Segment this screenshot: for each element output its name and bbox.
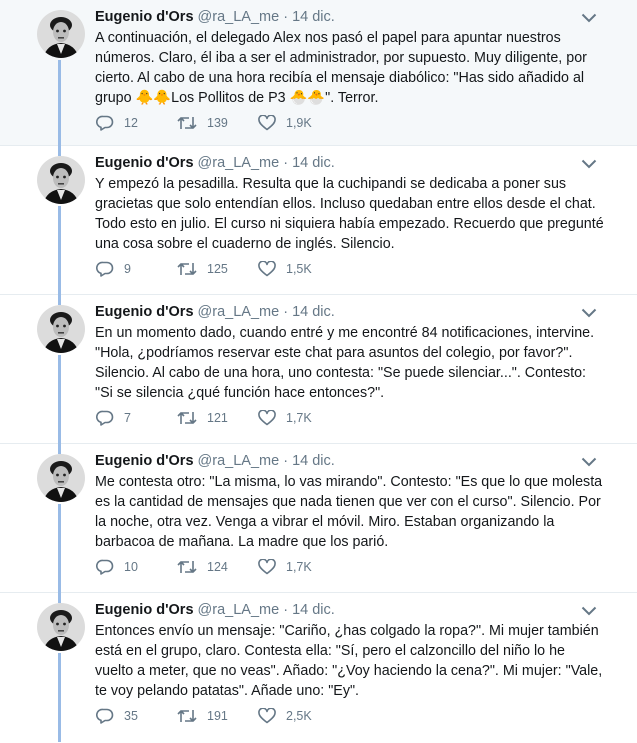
retweet-icon <box>177 261 197 277</box>
author-handle[interactable]: @ra_LA_me <box>197 9 280 25</box>
tweet[interactable] <box>0 593 637 742</box>
tweet[interactable] <box>0 0 637 146</box>
tweet-header <box>95 8 335 26</box>
reply-icon <box>96 261 114 277</box>
reply-button[interactable] <box>96 115 138 131</box>
tweet-header <box>95 601 335 619</box>
tweet-header <box>95 154 335 172</box>
reply-icon <box>96 559 114 575</box>
heart-icon <box>258 261 276 277</box>
like-count: 1,7K <box>286 411 312 425</box>
tweet-text: Entonces envío un mensaje: "Cariño, ¿has colgado la ropa?". Mi mujer también está en el grupo, claro. Contesta ella: "Sí, pero el calzoncillo del niño lo he vuelto a meter, que no veas". Añado: "¿Voy haciendo la cena?". Mi mujer: "Vale, te voy pelando patatas". Añade uno: "Ey". <box>95 623 603 699</box>
reply-count: 10 <box>124 560 138 574</box>
tweet-header <box>95 303 335 321</box>
reply-count: 7 <box>124 411 131 425</box>
tweet-actions <box>96 708 396 728</box>
thread-line <box>58 444 61 454</box>
tweet-text: Me contesta otro: "La misma, lo vas mirando". Contesto: "Es que lo que molesta es la cantidad de mensajes que nada tienen que ver con el curso". Silencio. Por la noche, otra vez. Venga a vibrar el móvil. Miro. Estaban organizando la barbacoa de mañana. La madre que los parió. <box>95 474 603 550</box>
retweet-button[interactable] <box>177 410 228 426</box>
reply-button[interactable] <box>96 559 138 575</box>
tweet-actions <box>96 410 396 430</box>
retweet-count: 191 <box>207 709 228 723</box>
reply-count: 35 <box>124 709 138 723</box>
like-count: 1,5K <box>286 262 312 276</box>
retweet-button[interactable] <box>177 261 228 277</box>
tweet-text: A continuación, el delegado Alex nos pasó el papel para apuntar nuestros números. Claro, él iba a ser el administrador, por supuesto. Muy diligente, por cierto. Al cabo de una hora recibía el mensaje diabólico: "Has sido añadido al grupo 🐥🐥Los Pollitos de P3 🐣🐣". Terror. <box>95 30 587 106</box>
author-name[interactable]: Eugenio d'Ors <box>95 602 194 618</box>
tweet[interactable] <box>0 444 637 593</box>
chevron-down-icon[interactable] <box>581 159 597 169</box>
tweet-actions <box>96 261 396 281</box>
avatar[interactable] <box>37 156 85 204</box>
reply-button[interactable] <box>96 410 131 426</box>
retweet-button[interactable] <box>177 115 228 131</box>
reply-count: 12 <box>124 116 138 130</box>
tweet-header <box>95 452 335 470</box>
author-name[interactable]: Eugenio d'Ors <box>95 453 194 469</box>
like-count: 2,5K <box>286 709 312 723</box>
author-handle[interactable]: @ra_LA_me <box>197 155 280 171</box>
like-button[interactable] <box>258 559 312 575</box>
like-button[interactable] <box>258 261 312 277</box>
reply-button[interactable] <box>96 261 131 277</box>
like-count: 1,9K <box>286 116 312 130</box>
retweet-count: 125 <box>207 262 228 276</box>
chevron-down-icon[interactable] <box>581 457 597 467</box>
heart-icon <box>258 410 276 426</box>
reply-count: 9 <box>124 262 131 276</box>
thread-line <box>58 355 61 444</box>
avatar[interactable] <box>37 454 85 502</box>
reply-icon <box>96 115 114 131</box>
thread-line <box>58 295 61 305</box>
heart-icon <box>258 559 276 575</box>
thread-line <box>58 653 61 742</box>
separator-dot: · <box>283 453 289 469</box>
thread-line <box>58 206 61 295</box>
reply-button[interactable] <box>96 708 138 724</box>
like-count: 1,7K <box>286 560 312 574</box>
reply-icon <box>96 708 114 724</box>
heart-icon <box>258 708 276 724</box>
thread-line <box>58 146 61 156</box>
author-handle[interactable]: @ra_LA_me <box>197 602 280 618</box>
tweet[interactable] <box>0 146 637 295</box>
reply-icon <box>96 410 114 426</box>
separator-dot: · <box>283 9 289 25</box>
author-name[interactable]: Eugenio d'Ors <box>95 155 194 171</box>
tweet-actions <box>96 559 396 579</box>
retweet-icon <box>177 410 197 426</box>
chevron-down-icon[interactable] <box>581 13 597 23</box>
tweet-text: Y empezó la pesadilla. Resulta que la cuchipandi se dedicaba a poner sus gracietas que solo entendían ellos. Incluso quedaban entre ellos desde el chat. Todo esto en julio. El curso ni siquiera había empezado. Recuerdo que pregunté una cosa sobre el cuaderno de inglés. Silencio. <box>95 176 604 252</box>
tweet-text: En un momento dado, cuando entré y me encontré 84 notificaciones, intervine. "Hola, ¿podríamos reservar este chat para asuntos del colegio, por favor?". Silencio. Al cabo de una hora, uno contesta: "Se puede silenciar...". Contesto: "Si se silencia ¿qué función hace entonces?". <box>95 325 595 401</box>
author-handle[interactable]: @ra_LA_me <box>197 304 280 320</box>
separator-dot: · <box>283 155 289 171</box>
retweet-button[interactable] <box>177 559 228 575</box>
author-handle[interactable]: @ra_LA_me <box>197 453 280 469</box>
tweet-date[interactable]: 14 dic. <box>292 155 335 171</box>
retweet-button[interactable] <box>177 708 228 724</box>
tweet[interactable] <box>0 295 637 444</box>
thread-line <box>58 60 61 146</box>
retweet-icon <box>177 115 197 131</box>
like-button[interactable] <box>258 410 312 426</box>
author-name[interactable]: Eugenio d'Ors <box>95 9 194 25</box>
like-button[interactable] <box>258 708 312 724</box>
retweet-count: 121 <box>207 411 228 425</box>
author-name[interactable]: Eugenio d'Ors <box>95 304 194 320</box>
like-button[interactable] <box>258 115 312 131</box>
heart-icon <box>258 115 276 131</box>
thread-line <box>58 504 61 593</box>
retweet-icon <box>177 708 197 724</box>
avatar[interactable] <box>37 305 85 353</box>
separator-dot: · <box>283 602 289 618</box>
avatar[interactable] <box>37 603 85 651</box>
tweet-actions <box>96 115 396 135</box>
retweet-count: 139 <box>207 116 228 130</box>
thread-line <box>58 593 61 603</box>
tweet-date[interactable]: 14 dic. <box>292 304 335 320</box>
chevron-down-icon[interactable] <box>581 308 597 318</box>
tweet-date[interactable]: 14 dic. <box>292 602 335 618</box>
avatar[interactable] <box>37 10 85 58</box>
tweet-date[interactable]: 14 dic. <box>292 9 335 25</box>
tweet-date[interactable]: 14 dic. <box>292 453 335 469</box>
retweet-count: 124 <box>207 560 228 574</box>
retweet-icon <box>177 559 197 575</box>
chevron-down-icon[interactable] <box>581 606 597 616</box>
separator-dot: · <box>283 304 289 320</box>
